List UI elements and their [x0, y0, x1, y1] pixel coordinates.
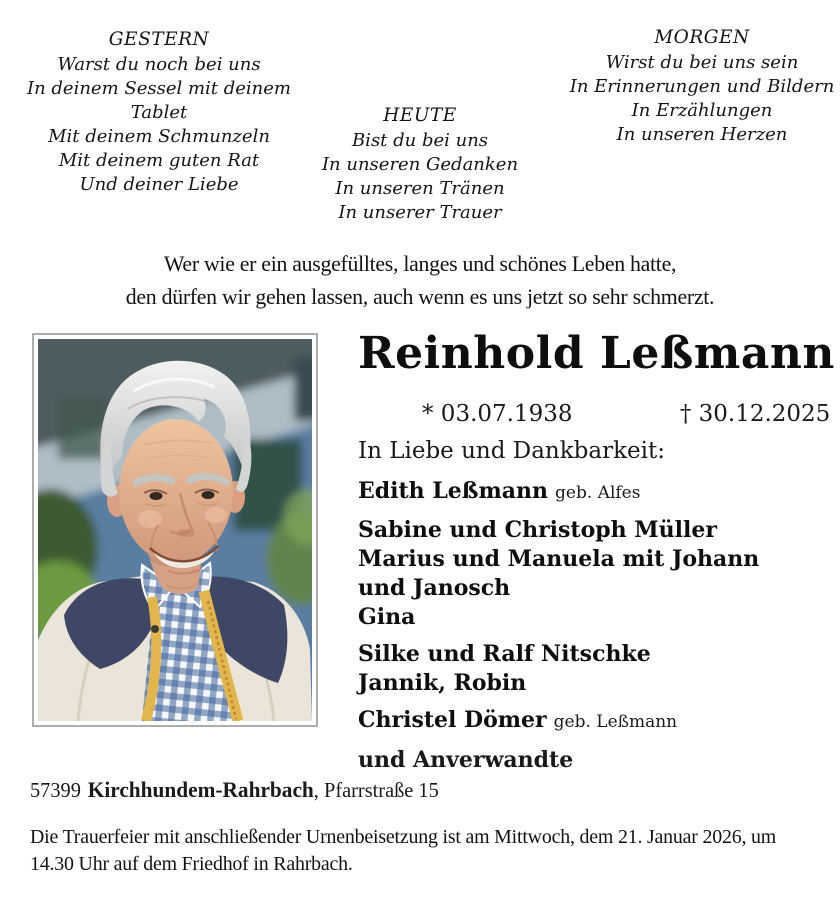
mourner-line — [358, 477, 814, 508]
poem-line: In unseren Herzen — [616, 124, 788, 145]
poem-line: Mit deinem guten Rat — [58, 150, 260, 171]
deceased-name: Reinhold Leßmann — [358, 328, 835, 379]
mourner-name: Christel Dömer — [358, 707, 547, 733]
poem-line: In unseren Gedanken — [321, 154, 519, 175]
poem-title: GESTERN — [108, 29, 210, 50]
mourner-line: Jannik, Robin — [358, 670, 527, 696]
portrait-illustration — [38, 339, 312, 721]
poem-column-gestern — [18, 28, 300, 197]
poem-title: HEUTE — [383, 105, 457, 126]
intro-line: Wer wie er ein ausgefülltes, langes und schönes Leben hatte, — [163, 251, 677, 276]
announcement-block — [358, 328, 835, 775]
poem-title: MORGEN — [654, 27, 750, 48]
mourner-line: Sabine und Christoph Müller — [358, 517, 717, 543]
mourner-group — [358, 477, 814, 508]
mourners-list — [358, 477, 814, 775]
address-street: , Pfarrstraße 15 — [313, 778, 439, 802]
poem-column-heute — [290, 104, 550, 225]
tribute-closing: und Anverwandte — [358, 747, 574, 773]
poem-column-morgen — [566, 26, 838, 147]
address-zip: 57399 — [30, 778, 81, 802]
mourner-group — [358, 516, 814, 632]
portrait-photo — [32, 333, 318, 727]
mourner-line — [358, 706, 814, 737]
mourner-suffix: geb. Alfes — [555, 483, 641, 503]
mourner-suffix: geb. Leßmann — [553, 712, 678, 732]
poem-line: Bist du bei uns — [351, 130, 489, 151]
mourner-group — [358, 640, 814, 698]
life-dates — [358, 400, 831, 428]
mourner-line: Marius und Manuela mit Johann und Janosch — [358, 546, 760, 601]
birth-date: * 03.07.1938 — [422, 401, 573, 427]
tribute-lead: In Liebe und Dankbarkeit: — [358, 438, 665, 464]
intro-line: den dürfen wir gehen lassen, auch wenn es uns jetzt so sehr schmerzt. — [125, 284, 715, 309]
poem-line: Und deiner Liebe — [79, 174, 239, 195]
mourner-line: Gina — [358, 604, 416, 630]
intro-verse — [13, 247, 828, 313]
address-line — [30, 777, 439, 803]
poem-line: Warst du noch bei uns — [57, 54, 261, 75]
death-date: † 30.12.2025 — [679, 401, 831, 427]
mourner-group — [358, 706, 814, 737]
poem-line: In Erzählungen — [631, 100, 773, 121]
mourner-line: Silke und Ralf Nitschke — [358, 641, 651, 667]
poem-line: Wirst du bei uns sein — [605, 52, 799, 73]
poem-line: In unserer Trauer — [338, 202, 502, 223]
funeral-announcement: Die Trauerfeier mit anschließender Urnenbeisetzung ist am Mittwoch, dem 21. Januar 2026, um 14.30 Uhr auf dem Friedhof in Rahrbach. — [30, 826, 777, 875]
address-city: Kirchhundem-Rahrbach — [87, 777, 314, 802]
poem-line: In deinem Sessel mit deinem Tablet — [26, 78, 291, 123]
poem-line: In unseren Tränen — [335, 178, 505, 199]
mourner-name: Edith Leßmann — [358, 478, 549, 504]
poem-line: Mit deinem Schmunzeln — [48, 126, 270, 147]
poem-line: In Erinnerungen und Bildern — [569, 76, 835, 97]
